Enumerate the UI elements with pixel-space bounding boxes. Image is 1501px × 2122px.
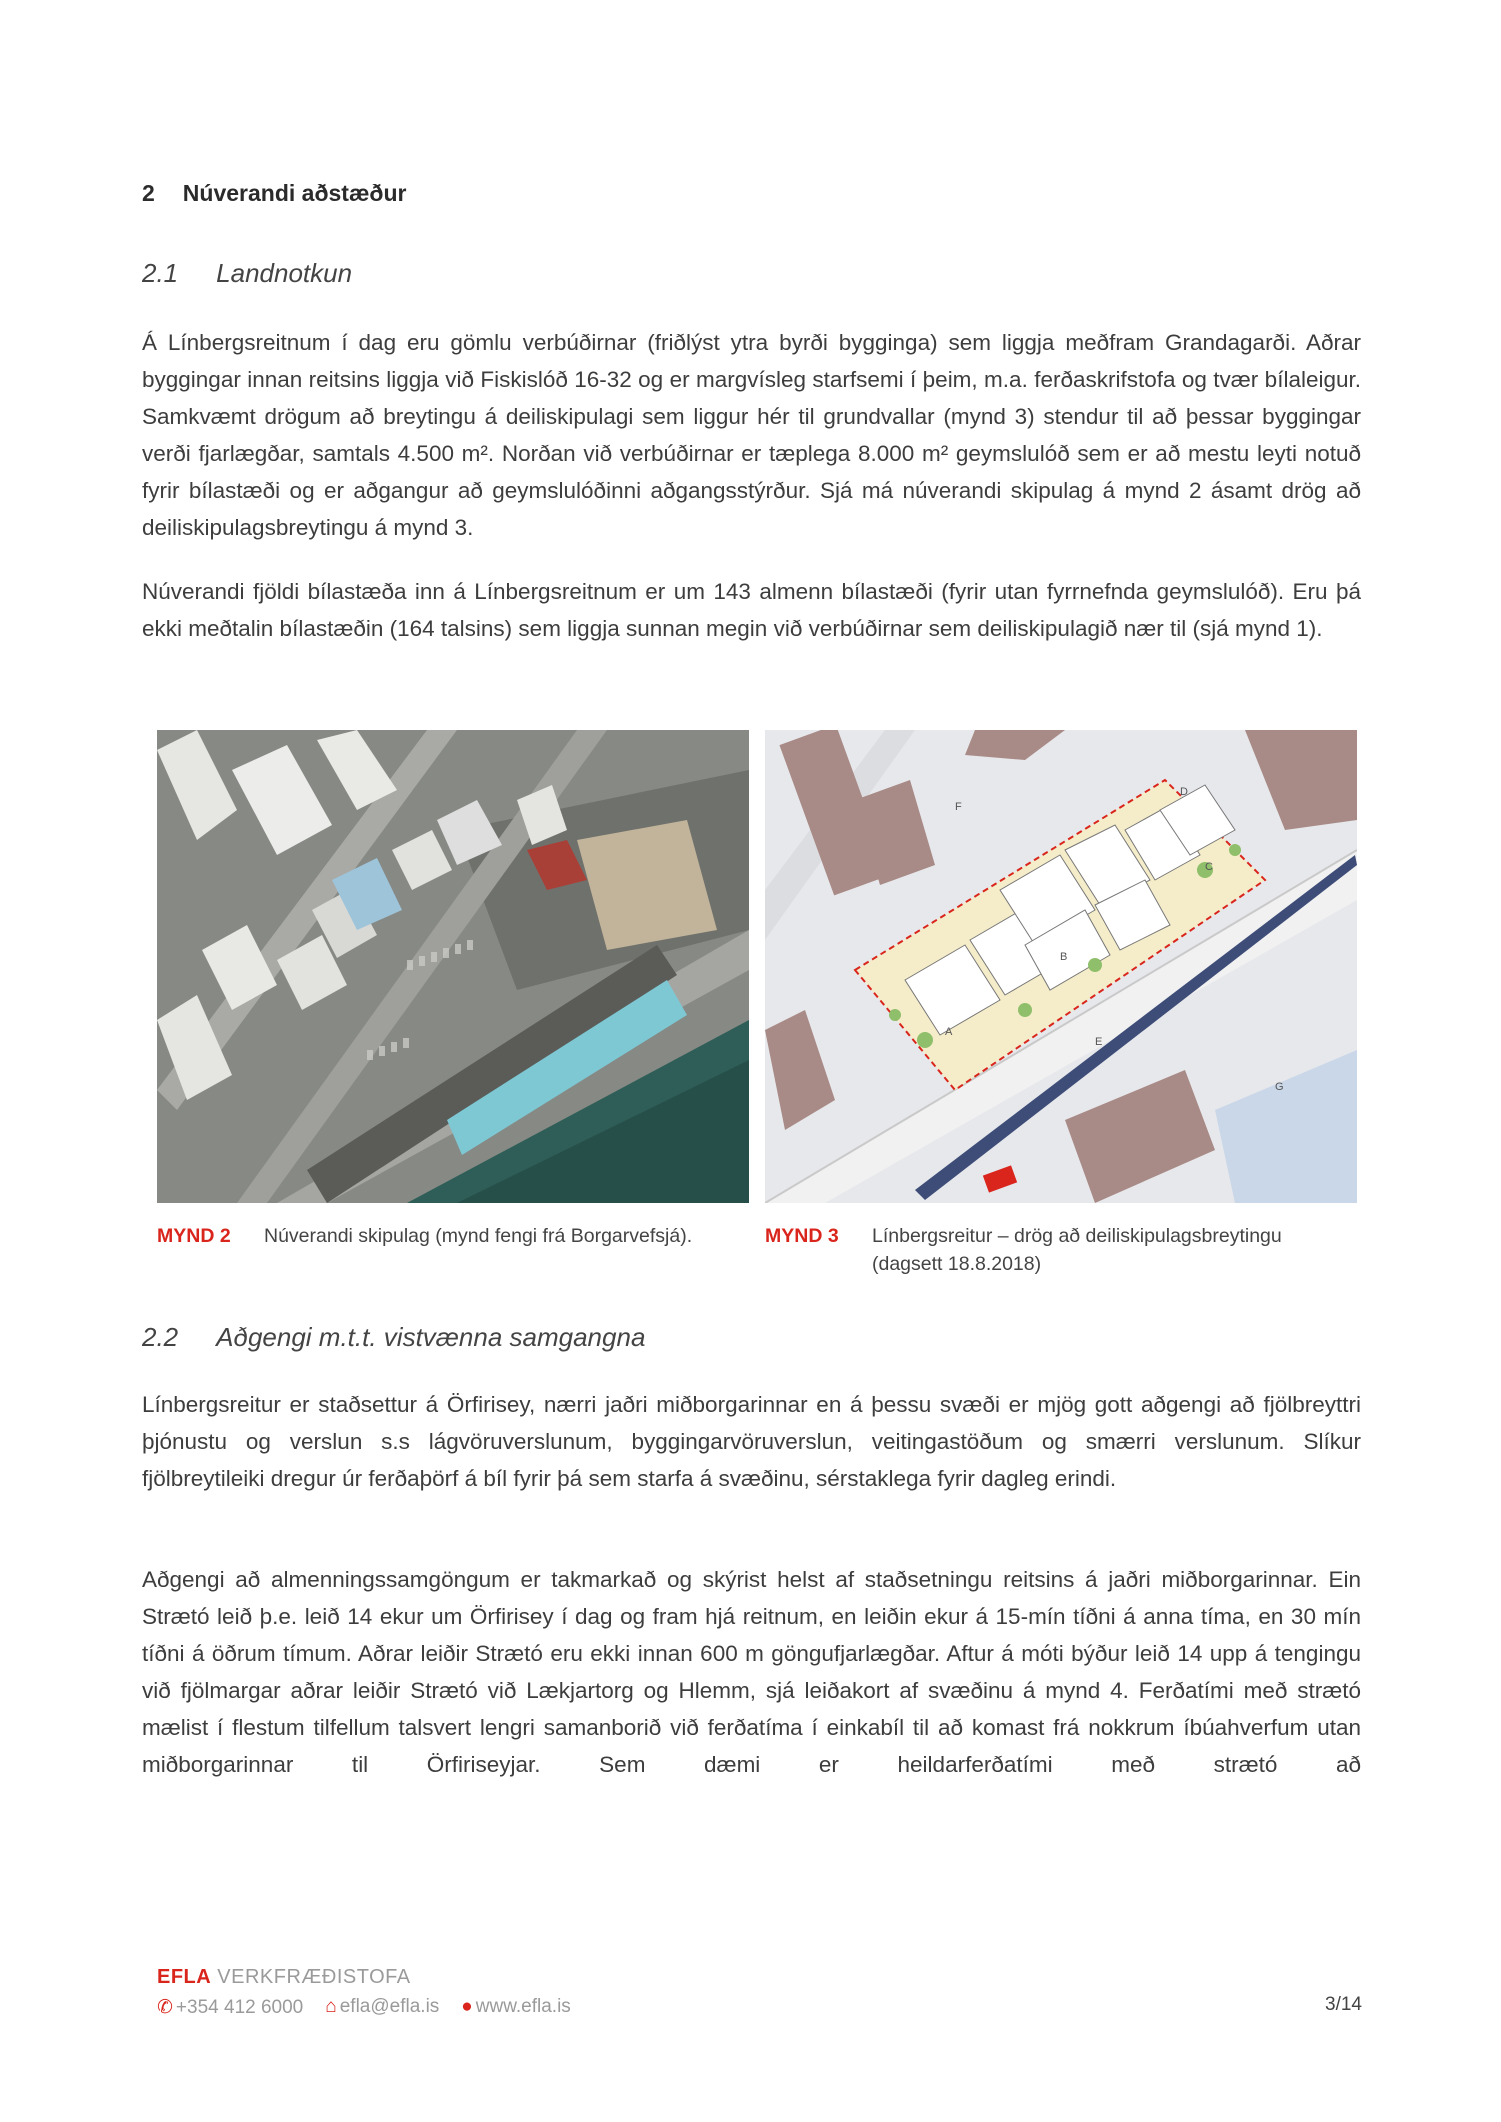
section-title: Núverandi aðstæður: [182, 180, 407, 206]
paragraph-adgengi-2: Aðgengi að almenningssamgöngum er takmarkað og skýrist helst af staðsetningu reitsins á jaðri miðborgarinnar. Ein Strætó leið þ.e. leið 14 ekur um Örfirisey í dag og fram hjá reitnum, en leiðin ekur á 15-mín tíðni á anna tíma, en 30 mín tíðni á öðrum tímum. Aðrar leiðir Strætó eru ekki innan 600 m göngufjarlægðar. Aftur á móti býður leið 14 upp á tengingu við fjölmargar aðrar leiðir Strætó við Lækjartorg og Hlemm, sjá leiðakort af svæðinu á mynd 4. Ferðatími með strætó mælist í flestum tilfellum talsvert lengri samanborið við ferðatíma í einkabíl til að komast frá nokkrum íbúahverfum utan miðborgarinnar til Örfiriseyjar. Sem dæmi er heildarferðatími með strætó að: [142, 1567, 1361, 1777]
figure-3-label: MYND 3: [765, 1225, 839, 1247]
plan-label-b: B: [1060, 951, 1068, 963]
logo-brand: EFLA: [157, 1966, 212, 1988]
subsection-number: 2.2: [142, 1322, 179, 1352]
plan-label-a: A: [945, 1026, 953, 1038]
figure-2-text: Núverandi skipulag (mynd fengi frá Borgarvefsjá).: [264, 1225, 693, 1247]
subsection-number: 2.1: [142, 258, 179, 288]
subsection-title: Aðgengi m.t.t. vistvænna samgangna: [216, 1322, 646, 1352]
footer-web[interactable]: [461, 1996, 571, 2019]
section-heading: [142, 180, 406, 207]
footer-contact: [157, 1996, 571, 2019]
figure-3-caption: [765, 1222, 1282, 1278]
web-text: www.efla.is: [475, 1996, 571, 2017]
company-logo: [157, 1966, 411, 1989]
figure-3-text-line2: (dagsett 18.8.2018): [872, 1253, 1042, 1275]
plan-drawing-image: [765, 730, 1357, 1203]
paragraph-adgengi-1: Línbergsreitur er staðsettur á Örfirisey, nærri jaðri miðborgarinnar en á þessu svæði er mjög gott aðgengi að fjölbreyttri þjónustu og verslun s.s lágvöruverslunum, byggingarvöruverslun, veitingastöðum og smærri verslunum. Slíkur fjölbreytileiki dregur úr ferðaþörf á bíl fyrir þá sem starfa á svæðinu, sérstaklega fyrir dagleg erindi.: [142, 1392, 1361, 1491]
logo-name: VERKFRÆÐISTOFA: [211, 1966, 411, 1988]
plan-label-c: C: [1205, 861, 1213, 873]
paragraph-landnotkun-1: Á Línbergsreitnum í dag eru gömlu verbúðirnar (friðlýst ytra byrði bygginga) sem liggja meðfram Grandagarði. Aðrar byggingar innan reitsins liggja við Fiskislóð 16-32 og er margvísleg starfsemi í þeim, m.a. ferðaskrifstofa og tvær bílaleigur. Samkvæmt drögum að breytingu á deiliskipulagi sem liggur hér til grundvallar (mynd 3) stendur til að þessar byggingar verði fjarlægðar, samtals 4.500 m². Norðan við verbúðirnar er tæplega 8.000 m² geymslulóð sem er að mestu leyti notuð fyrir bílastæði og er aðgangur að geymslulóðinni aðgangsstýrður. Sjá má núverandi skipulag á mynd 2 ásamt drög að deiliskipulagsbreytingu á mynd 3.: [142, 330, 1361, 540]
page-number: 3/14: [1325, 1994, 1362, 2015]
phone-text: +354 412 6000: [175, 1997, 304, 2018]
subsection-heading-2-2: [142, 1322, 645, 1353]
aerial-photo-image: [157, 730, 749, 1203]
plan-label-d: D: [1180, 786, 1188, 798]
figure-3-text-line1: Línbergsreitur – drög að deiliskipulagsbreytingu: [872, 1225, 1282, 1247]
plan-label-g: G: [1275, 1081, 1284, 1093]
plan-label-e: E: [1095, 1036, 1103, 1048]
figure-2-caption: [157, 1222, 692, 1250]
paragraph-landnotkun-2: Núverandi fjöldi bílastæða inn á Línbergsreitnum er um 143 almenn bílastæði (fyrir utan fyrrnefnda geymslulóð). Eru þá ekki meðtalin bílastæðin (164 talsins) sem liggja sunnan megin við verbúðirnar sem deiliskipulagið nær til (sjá mynd 1).: [142, 579, 1361, 641]
plan-drawing-figure: [765, 730, 1357, 1203]
subsection-heading-2-1: [142, 258, 352, 289]
aerial-photo-figure: [157, 730, 749, 1203]
home-icon: ⌂: [325, 1996, 337, 2017]
email-text: efla@efla.is: [339, 1996, 440, 2017]
footer-phone: [157, 1996, 303, 2019]
globe-icon: ●: [461, 1996, 473, 2017]
subsection-title: Landnotkun: [216, 258, 353, 288]
figure-2-label: MYND 2: [157, 1225, 231, 1247]
footer-email[interactable]: [325, 1996, 439, 2019]
phone-icon: ✆: [157, 1997, 173, 2018]
section-number: 2: [142, 180, 155, 206]
plan-label-f: F: [955, 801, 962, 813]
